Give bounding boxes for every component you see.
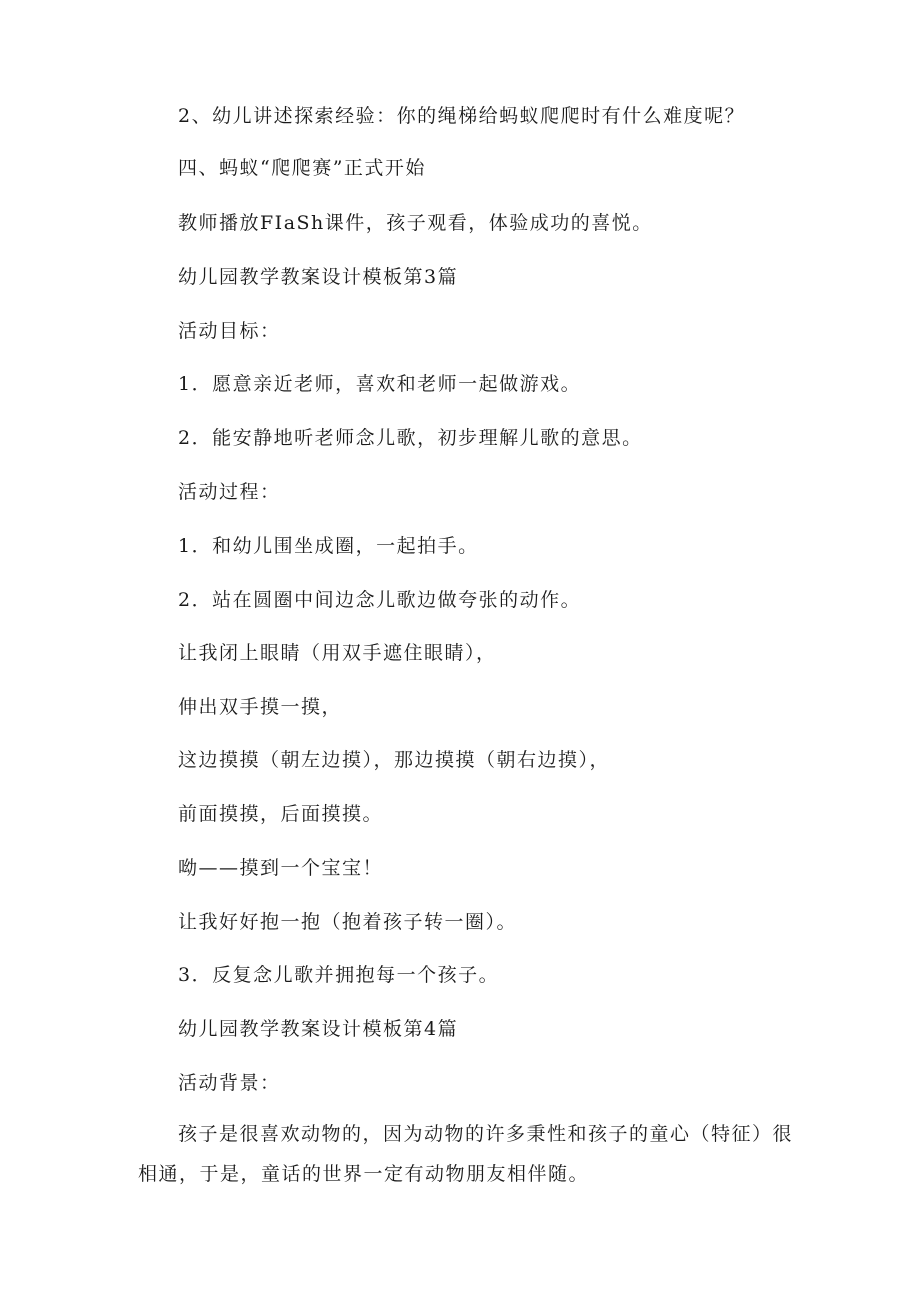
rhyme-line: 这边摸摸（朝左边摸），那边摸摸（朝右边摸）， (178, 749, 611, 771)
section-heading: 四、蚂蚁“爬爬赛”正式开始 (178, 157, 426, 179)
rhyme-line: 前面摸摸，后面摸摸。 (178, 803, 384, 825)
list-item: 1．愿意亲近老师，喜欢和老师一起做游戏。 (178, 373, 582, 395)
list-item: 3．反复念儿歌并拥抱每一个孩子。 (178, 964, 500, 986)
subheading: 活动过程： (178, 481, 281, 503)
rhyme-line: 呦——摸到一个宝宝！ (178, 857, 384, 879)
section-title: 幼儿园教学教案设计模板第3篇 (178, 266, 459, 288)
subheading: 活动目标： (178, 320, 281, 342)
list-item: 1．和幼儿围坐成圈，一起拍手。 (178, 535, 479, 557)
list-item: 2．能安静地听老师念儿歌，初步理解儿歌的意思。 (178, 427, 643, 449)
text-line: 2、幼儿讲述探索经验：你的绳梯给蚂蚁爬爬时有什么难度呢？ (178, 105, 746, 127)
body-paragraph: 孩子是很喜欢动物的，因为动物的许多秉性和孩子的童心（特征）很相通，于是，童话的世界一定有动物朋友相伴随。 (138, 1123, 794, 1185)
rhyme-line: 让我闭上眼睛（用双手遮住眼睛）， (178, 642, 497, 664)
rhyme-line: 伸出双手摸一摸， (178, 696, 343, 718)
subheading: 活动背景： (178, 1072, 281, 1094)
rhyme-line: 让我好好抱一抱（抱着孩子转一圈）。 (178, 911, 518, 933)
text-line: 教师播放FIaSh课件，孩子观看，体验成功的喜悦。 (178, 212, 653, 234)
section-title: 幼儿园教学教案设计模板第4篇 (178, 1018, 459, 1040)
list-item: 2．站在圆圈中间边念儿歌边做夸张的动作。 (178, 589, 582, 611)
